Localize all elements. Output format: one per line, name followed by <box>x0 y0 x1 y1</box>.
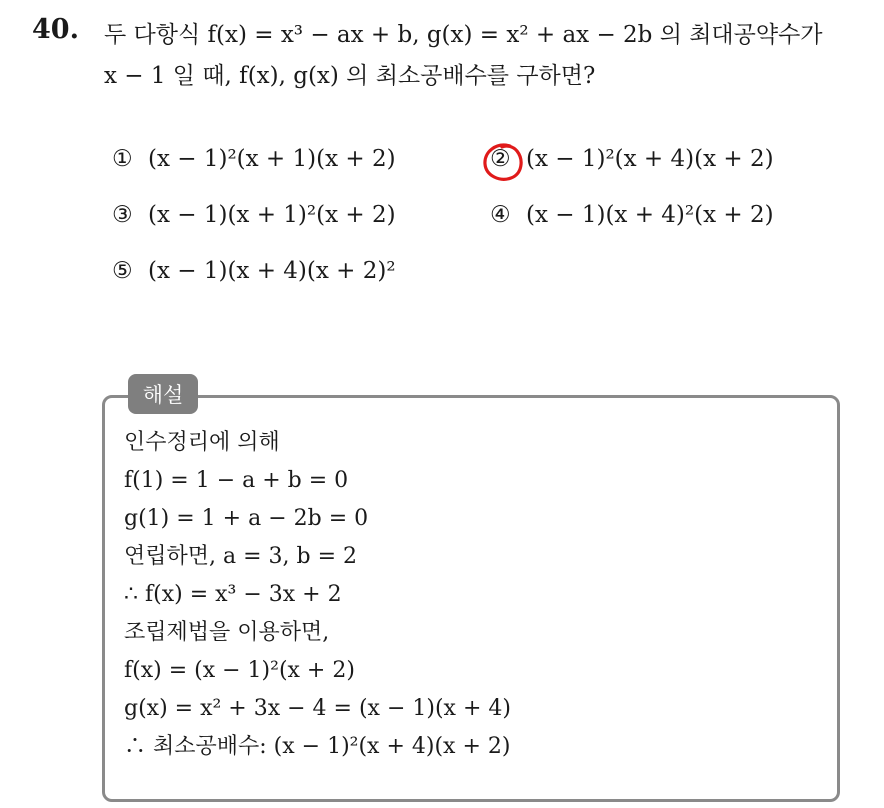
solution-line: f(1) = 1 − a + b = 0 <box>124 468 349 493</box>
solution-line: g(1) = 1 + a − 2b = 0 <box>124 506 369 531</box>
choice-4[interactable] <box>490 202 774 228</box>
solution-line: 연립하면, a = 3, b = 2 <box>124 544 358 569</box>
choice-text: (x − 1)²(x + 1)(x + 2) <box>148 146 396 172</box>
solution-line: 조립제법을 이용하면, <box>124 620 330 645</box>
solution-tag: 해설 <box>128 374 198 414</box>
question-text-line-2: x − 1 일 때, f(x), g(x) 의 최소공배수를 구하면? <box>104 63 596 89</box>
question-number: 40. <box>32 14 79 45</box>
choice-text: (x − 1)(x + 1)²(x + 2) <box>148 202 396 228</box>
question-text-line-1: 두 다항식 f(x) = x³ − ax + b, g(x) = x² + ax − 2b 의 최대공약수가 <box>104 22 823 48</box>
choice-number: ③ <box>112 202 133 228</box>
solution-line: f(x) = (x − 1)²(x + 2) <box>124 658 355 683</box>
solution-line: ∴ f(x) = x³ − 3x + 2 <box>124 582 342 607</box>
choice-text: (x − 1)(x + 4)²(x + 2) <box>526 202 774 228</box>
choice-number: ① <box>112 146 133 172</box>
choice-number: ④ <box>490 202 511 228</box>
choice-5[interactable] <box>112 258 396 284</box>
choice-text: (x − 1)²(x + 4)(x + 2) <box>526 146 774 172</box>
choice-number: ② <box>490 146 511 172</box>
choice-1[interactable] <box>112 146 396 172</box>
choice-number: ⑤ <box>112 258 133 284</box>
solution-line: g(x) = x² + 3x − 4 = (x − 1)(x + 4) <box>124 696 511 721</box>
choice-2[interactable] <box>490 146 774 172</box>
solution-line: 인수정리에 의해 <box>124 430 280 455</box>
solution-line: ∴ 최소공배수: (x − 1)²(x + 4)(x + 2) <box>124 734 511 759</box>
solution-lines <box>124 424 511 766</box>
choice-3[interactable] <box>112 202 396 228</box>
choice-text: (x − 1)(x + 4)(x + 2)² <box>148 258 396 284</box>
